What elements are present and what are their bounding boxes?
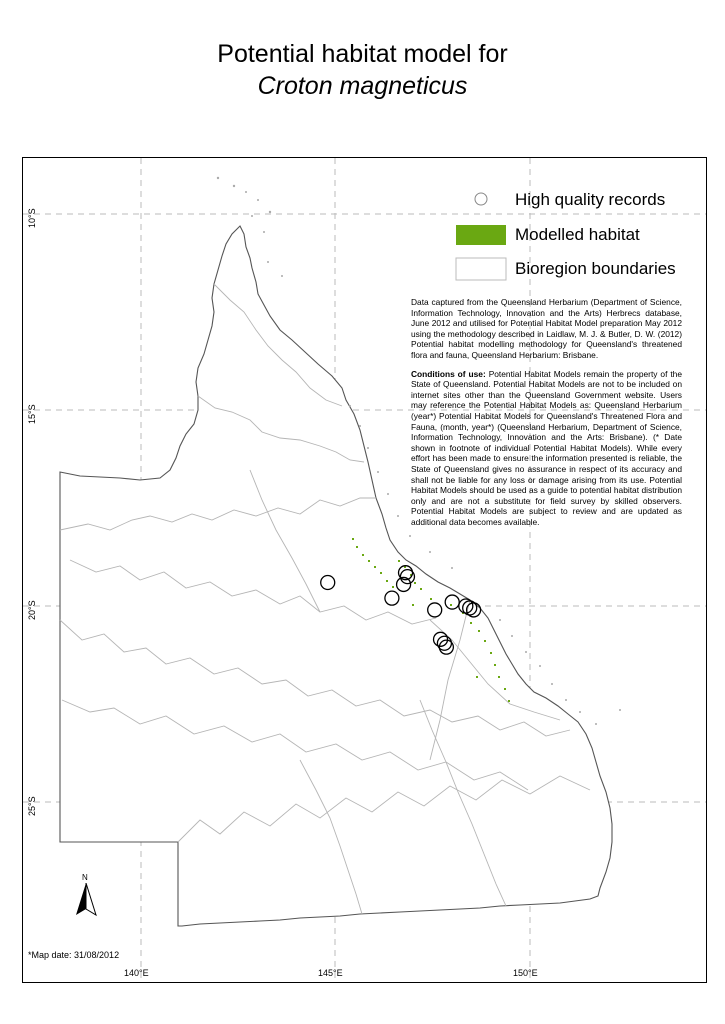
lat-label-10s: 10°S (27, 208, 37, 228)
north-arrow (74, 873, 98, 923)
lon-label-150e: 150°E (513, 968, 538, 978)
lon-label-145e: 145°E (318, 968, 343, 978)
conditions-paragraph (411, 369, 682, 528)
lat-label-25s: 25°S (27, 796, 37, 816)
legend-records-label: High quality records (515, 190, 666, 209)
legend-habitat-swatch (456, 225, 506, 245)
conditions-heading: Conditions of use: (411, 368, 486, 379)
lat-label-20s: 20°S (27, 600, 37, 620)
map-date: *Map date: 31/08/2012 (28, 950, 120, 960)
legend-habitat-label: Modelled habitat (515, 225, 640, 244)
map-title-line1: Potential habitat model for (217, 40, 508, 68)
north-arrow-icon (74, 883, 98, 923)
legend-bioregion-label: Bioregion boundaries (515, 259, 676, 278)
north-label: N (82, 873, 88, 882)
legend-bioregion-swatch (456, 258, 506, 280)
lat-label-15s: 15°S (27, 404, 37, 424)
disclaimer-block (411, 297, 682, 535)
data-source-text: Data captured from the Queensland Herbarium (Department of Science, Information Technology, Innovation and the Arts) Herbrecs database, June 2012 and utilised for Potential Habitat Model preparation May 2012 using the methodology described in Laidlaw, M. J. & Butler, D. W. (2012) Potential habitat modelling methodology for Queensland's threatened flora and fauna, Queensland Herbarium: Brisbane. (411, 297, 682, 360)
lon-label-140e: 140°E (124, 968, 149, 978)
conditions-text: Potential Habitat Models remain the property of the State of Queensland. Potential Habitat Models are not to be included on internet sites other than the Queensland Government website. Users may reference the Potential Habitat Models as: Queensland Herbarium (year*) Potential Habitat Models for Queensland's Threatened Flora and Fauna, (month, year*) (Queensland Herbarium, Department of Science, Information Technology, Innovation and the Arts: Brisbane). (* Date shown in footnote of individual Potential Habitat Models). While every effort has been made to ensure the information presented is reliable, the State of Queensland gives no assurance in respect of its accuracy and shall not be liable for any loss or damage arising from its use. Potential Habitat Models should be used as a guide to potential habitat distribution only and are not a substitute for field survey by skilled observers. Potential Habitat Models are subject to review and are updated as additional data becomes available. (411, 368, 682, 527)
legend-record-symbol (475, 193, 487, 205)
map-title-species: Croton magneticus (257, 72, 468, 100)
